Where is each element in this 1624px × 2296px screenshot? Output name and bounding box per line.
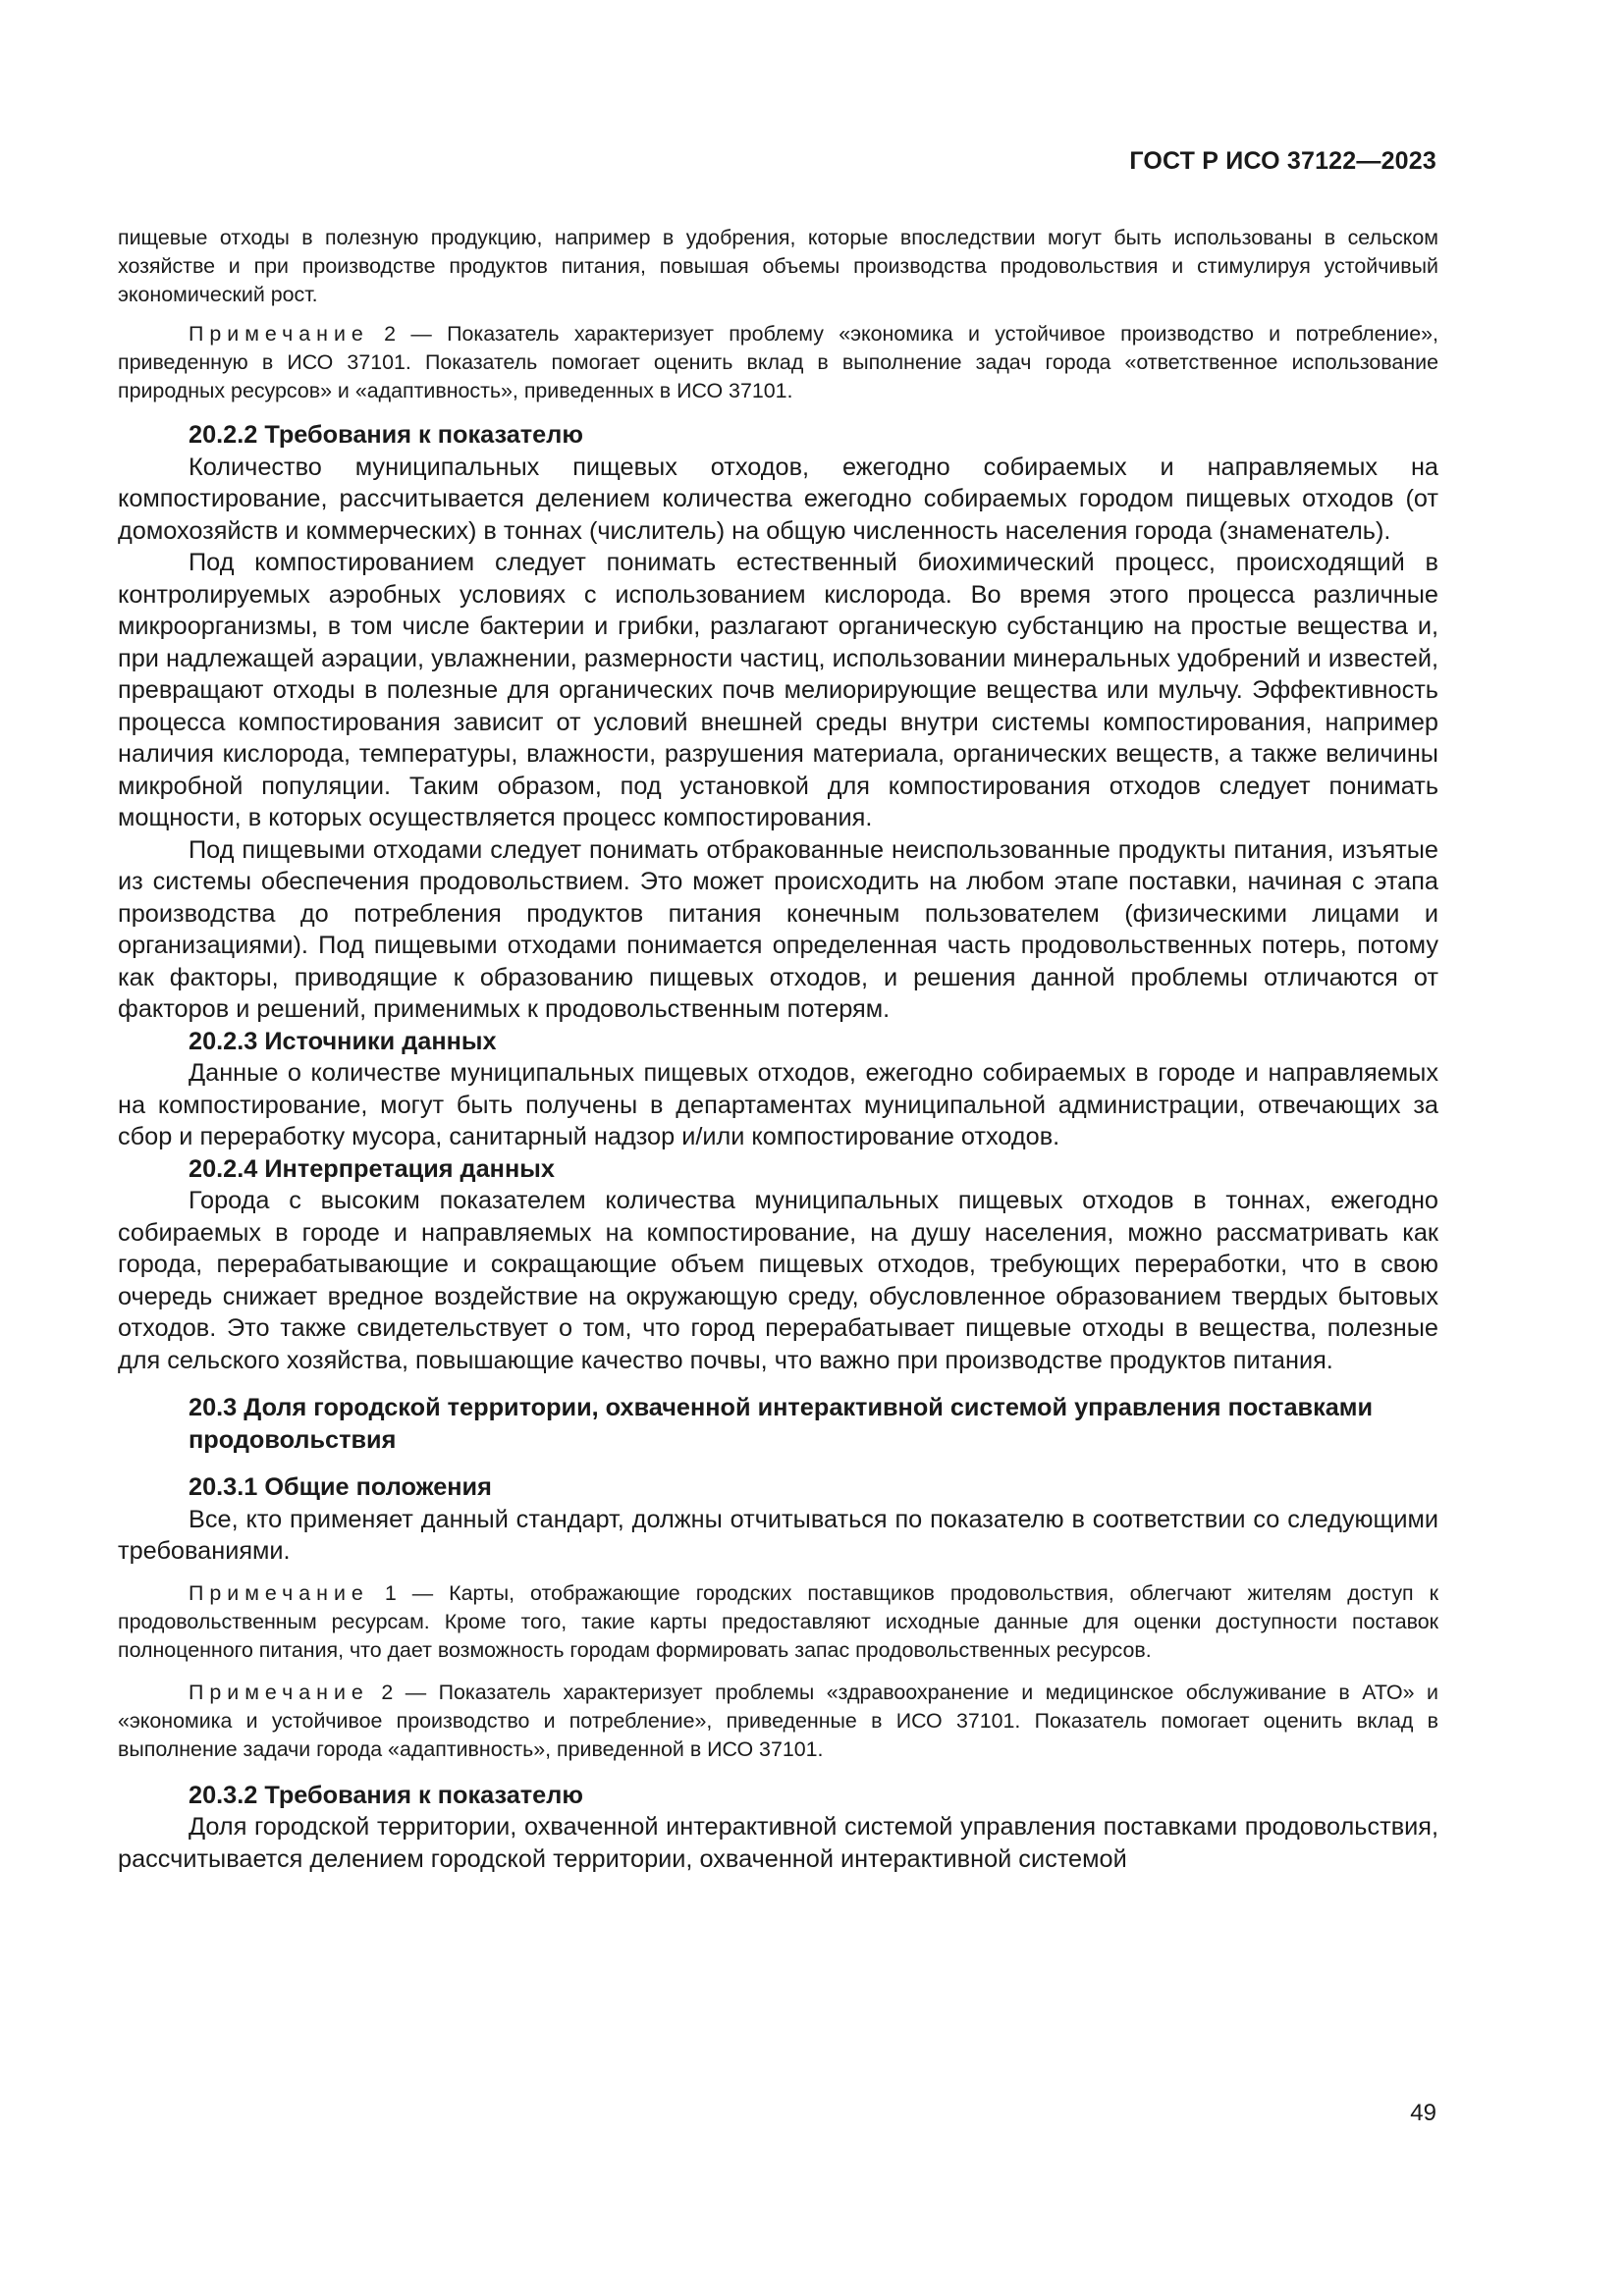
note-1-food-maps (118, 1579, 1438, 1665)
document-code-header: ГОСТ Р ИСО 37122—2023 (1129, 147, 1436, 175)
note-text: 2 — Показатель характеризует проблему «экономика и устойчивое производство и потребление», приведенную в ИСО 37101. Показатель помогает оценить вклад в выполнение задач города «ответственное использование природных ресурсов» и «адаптивность», приведенных в ИСО 37101. (118, 322, 1438, 402)
paragraph-20-2-2-composting: Под компостированием следует понимать естественный биохимический процесс, происходящий в контролируемых аэробных условиях с использованием кислорода. Во время этого процесса различные микроорганизмы, в том числе бактерии и грибки, разлагают органическую субстанцию на простые вещества и, при надлежащей аэрации, увлажнении, размерности частиц, использовании минеральных удобрений и известей, превращают отходы в полезные для органических почв мелиорирующие вещества или мульчу. Эффективность процесса компостирования зависит от условий внешней среды внутри системы компостирования, например наличия кислорода, температуры, влажности, разрушения материала, органических веществ, а также величины микробной популяции. Таким образом, под установкой для компостирования отходов следует понимать мощности, в которых осуществляется процесс компостирования. (118, 549, 1438, 831)
paragraph-20-2-3: Данные о количестве муниципальных пищевых отходов, ежегодно собираемых в городе и направляемых на компостирование, могут быть получены в департаментах муниципальной администрации, отвечающих за сбор и переработку мусора, санитарный надзор и/или компостирование отходов. (118, 1059, 1438, 1150)
paragraph-20-2-2-food-waste: Под пищевыми отходами следует понимать отбракованные неиспользованные продукты питания, изъятые из системы обеспечения продовольствием. Это может происходить на любом этапе поставки, начиная с этапа производства до потребления продуктов питания конечным пользователем (физическими лицами и организациями). Под пищевыми отходами понимается определенная часть продовольственных потерь, потому как факторы, приводящие к образованию пищевых отходов, и решения данной проблемы отличаются от факторов и решений, применимых к продовольственным потерям. (118, 835, 1438, 1023)
heading-20-3-1: 20.3.1 Общие положения (189, 1473, 492, 1501)
note-label: Примечание (189, 322, 369, 346)
heading-20-3: 20.3 Доля городской территории, охваченной интерактивной системой управления поставками продовольствия (189, 1394, 1374, 1454)
note-text: 2 — Показатель характеризует проблемы «здравоохранение и медицинское обслуживание в АТО» и «экономика и устойчивое производство и потребление», приведенные в ИСО 37101. Показатель помогает оценить вклад в выполнение задачи города «адаптивность», приведенной в ИСО 37101. (118, 1680, 1438, 1761)
paragraph-20-3-2: Доля городской территории, охваченной интерактивной системой управления поставками продовольствия, рассчитывается делением городской территории, охваченной интерактивной системой (118, 1813, 1438, 1873)
paragraph-20-3-1: Все, кто применяет данный стандарт, должны отчитываться по показателю в соответствии со следующими требованиями. (118, 1505, 1438, 1565)
note-text: 1 — Карты, отображающие городских поставщиков продовольствия, облегчают жителям доступ к продовольственным ресурсам. Кроме того, такие карты предоставляют исходные данные для оценки доступности поставок полноценного питания, что дает возможность городам формировать запас продовольственных ресурсов. (118, 1580, 1438, 1662)
note-label: Примечание (189, 1680, 369, 1704)
page-number: 49 (1410, 2100, 1436, 2126)
heading-20-2-4: 20.2.4 Интерпретация данных (189, 1154, 555, 1183)
heading-20-2-2: 20.2.2 Требования к показателю (189, 421, 583, 449)
note-label: Примечание (189, 1580, 369, 1605)
paragraph-20-2-4: Города с высоким показателем количества муниципальных пищевых отходов в тоннах, ежегодно собираемых в городе и направляемых на компостирование, на душу населения, можно рассматривать как города, перерабатывающие и сокращающие объем пищевых отходов, требующих переработки, что в свою очередь снижает вредное воздействие на окружающую среду, обусловленное образованием твердых бытовых отходов. Это также свидетельствует о том, что город перерабатывает пищевые отходы в вещества, полезные для сельского хозяйства, повышающие качество почвы, что важно при производстве продуктов питания. (118, 1187, 1438, 1374)
paragraph-20-2-2-calculation: Количество муниципальных пищевых отходов, ежегодно собираемых и направляемых на компостирование, рассчитывается делением количества ежегодно собираемых городом пищевых отходов (от домохозяйств и коммерческих) в тоннах (числитель) на общую численность населения города (знаменатель). (118, 453, 1438, 545)
note-2-health-economy (118, 1679, 1438, 1764)
heading-20-2-3: 20.2.3 Источники данных (189, 1027, 497, 1055)
page-body (118, 224, 1438, 1875)
note-2-indicator-problem (118, 320, 1438, 405)
paragraph-intro: пищевые отходы в полезную продукцию, например в удобрения, которые впоследствии могут быть использованы в сельском хозяйстве и при производстве продуктов питания, повышая объемы производства продовольствия и стимулируя устойчивый экономический рост. (118, 226, 1438, 306)
heading-20-3-2: 20.3.2 Требования к показателю (189, 1781, 583, 1809)
